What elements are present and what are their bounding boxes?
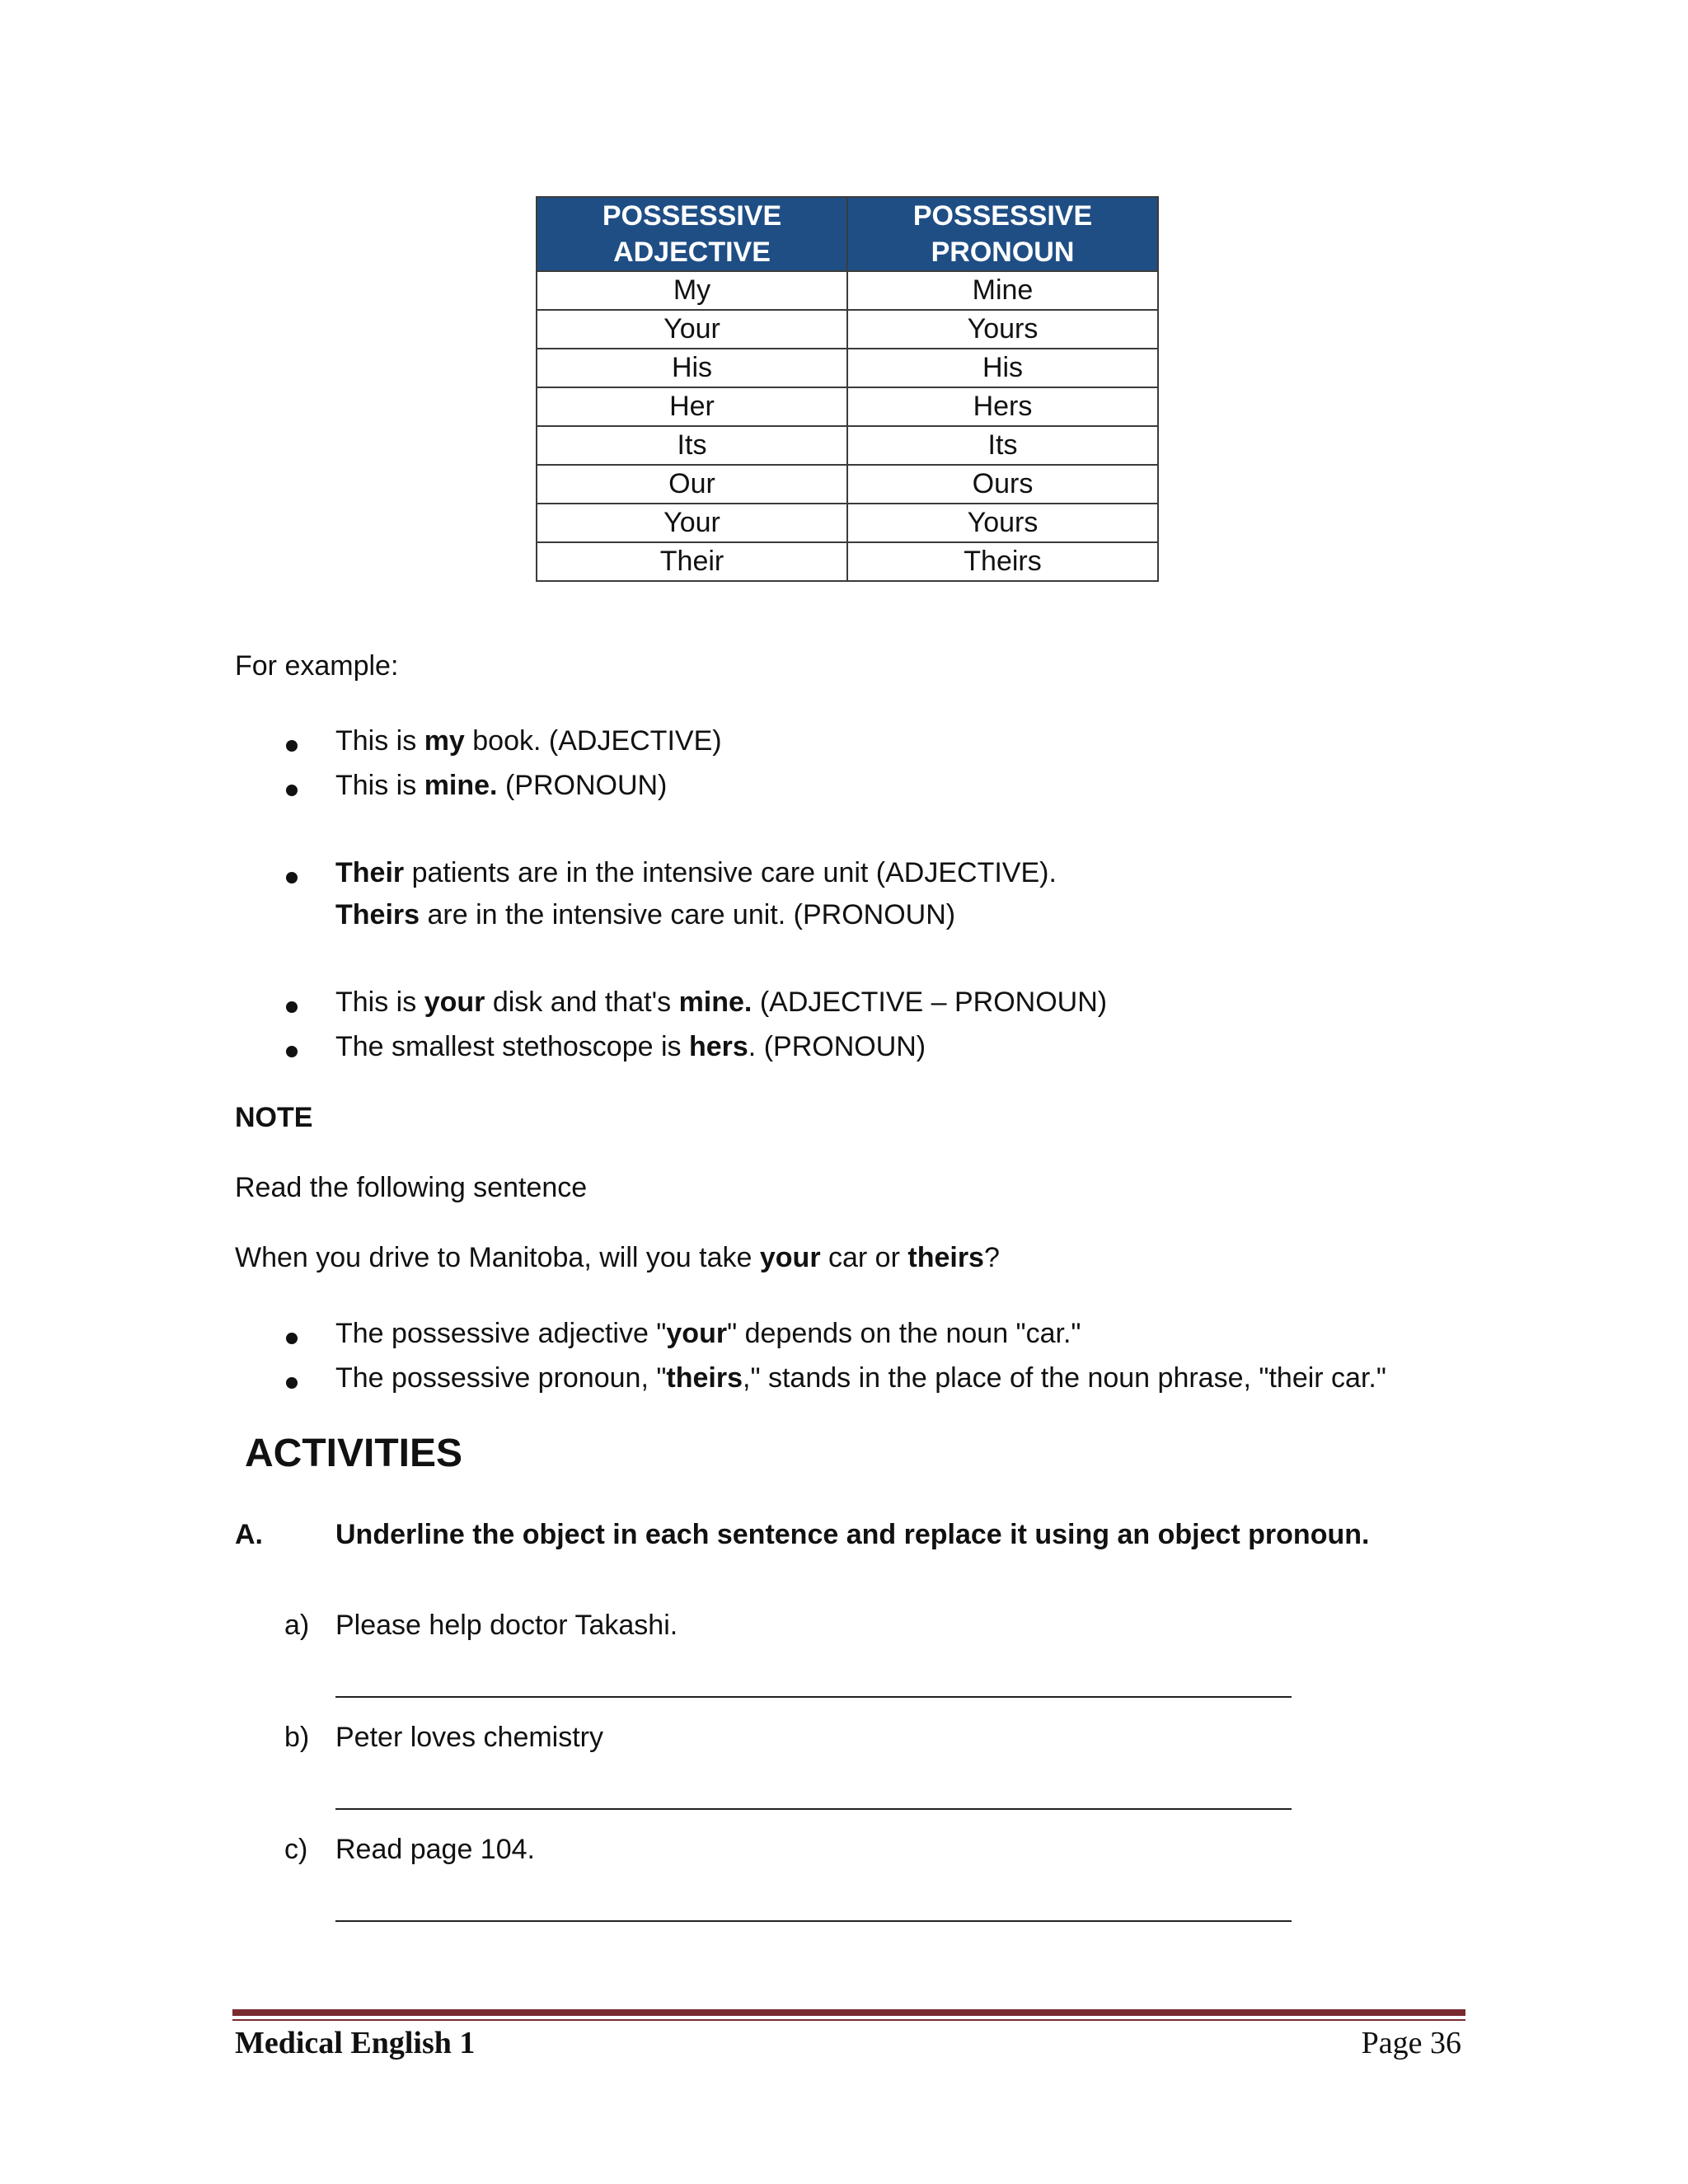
example-item-4: This is your disk and that's mine. (ADJECTIVE – PRONOUN) xyxy=(335,987,1108,1018)
footer-rule-thin xyxy=(232,2019,1465,2021)
table-cell: Theirs xyxy=(847,542,1158,581)
table-cell: My xyxy=(537,271,847,310)
bullet-icon xyxy=(286,872,298,883)
item-label-c: c) xyxy=(284,1834,308,1865)
table-cell: His xyxy=(847,349,1158,387)
table-cell: Ours xyxy=(847,465,1158,504)
table-cell: Yours xyxy=(847,310,1158,349)
table-row xyxy=(537,310,1158,349)
note-bullet-1: The possessive adjective "your" depends on the noun "car." xyxy=(335,1318,1081,1349)
bullet-icon xyxy=(286,1046,298,1057)
table-cell: Yours xyxy=(847,504,1158,542)
possessive-table xyxy=(536,196,1159,582)
section-instruction: Underline the object in each sentence and replace it using an object pronoun. xyxy=(335,1519,1370,1550)
answer-line-b[interactable] xyxy=(335,1808,1292,1810)
table-row xyxy=(537,349,1158,387)
item-text-b: Peter loves chemistry xyxy=(335,1722,603,1753)
note-bullet-2: The possessive pronoun, "theirs," stands in the place of the noun phrase, "their car." xyxy=(335,1362,1386,1394)
table-cell: Their xyxy=(537,542,847,581)
table-cell: Your xyxy=(537,310,847,349)
note-title: NOTE xyxy=(235,1102,313,1133)
table-cell: His xyxy=(537,349,847,387)
footer-title: Medical English 1 xyxy=(235,2026,476,2060)
answer-line-a[interactable] xyxy=(335,1696,1292,1698)
bullet-icon xyxy=(286,1333,298,1344)
table-row xyxy=(537,542,1158,581)
item-label-b: b) xyxy=(284,1722,310,1753)
answer-line-c[interactable] xyxy=(335,1920,1292,1922)
bullet-icon xyxy=(286,785,298,796)
bullet-icon xyxy=(286,1001,298,1013)
table-row xyxy=(537,504,1158,542)
table-header-adjective: POSSESSIVE ADJECTIVE xyxy=(537,197,847,271)
note-instruction: Read the following sentence xyxy=(235,1172,588,1203)
bullet-icon xyxy=(286,1377,298,1389)
table-header-pronoun: POSSESSIVE PRONOUN xyxy=(847,197,1158,271)
table-header-row xyxy=(537,197,1158,271)
table-cell: Its xyxy=(537,426,847,465)
example-item-3: Their patients are in the intensive care unit (ADJECTIVE). xyxy=(335,857,1057,888)
table-cell: Mine xyxy=(847,271,1158,310)
item-text-a: Please help doctor Takashi. xyxy=(335,1610,678,1641)
table-row xyxy=(537,465,1158,504)
example-item-2: This is mine. (PRONOUN) xyxy=(335,770,668,801)
page-number: Page 36 xyxy=(1361,2026,1461,2060)
table-cell: Her xyxy=(537,387,847,426)
table-cell: Our xyxy=(537,465,847,504)
item-label-a: a) xyxy=(284,1610,310,1641)
example-item-5: The smallest stethoscope is hers. (PRONOUN) xyxy=(335,1031,926,1062)
table-cell: Its xyxy=(847,426,1158,465)
example-item-3b: Theirs are in the intensive care unit. (PRONOUN) xyxy=(335,899,956,930)
section-label: A. xyxy=(235,1519,263,1550)
table-row xyxy=(537,271,1158,310)
example-item-1: This is my book. (ADJECTIVE) xyxy=(335,725,722,757)
table-cell: Your xyxy=(537,504,847,542)
activities-heading: ACTIVITIES xyxy=(245,1432,463,1475)
table-cell: Hers xyxy=(847,387,1158,426)
item-text-c: Read page 104. xyxy=(335,1834,535,1865)
table-row xyxy=(537,426,1158,465)
table-row xyxy=(537,387,1158,426)
examples-intro: For example: xyxy=(235,650,399,682)
note-sentence: When you drive to Manitoba, will you take your car or theirs? xyxy=(235,1242,1000,1273)
bullet-icon xyxy=(286,740,298,752)
footer-rule xyxy=(232,2009,1465,2016)
